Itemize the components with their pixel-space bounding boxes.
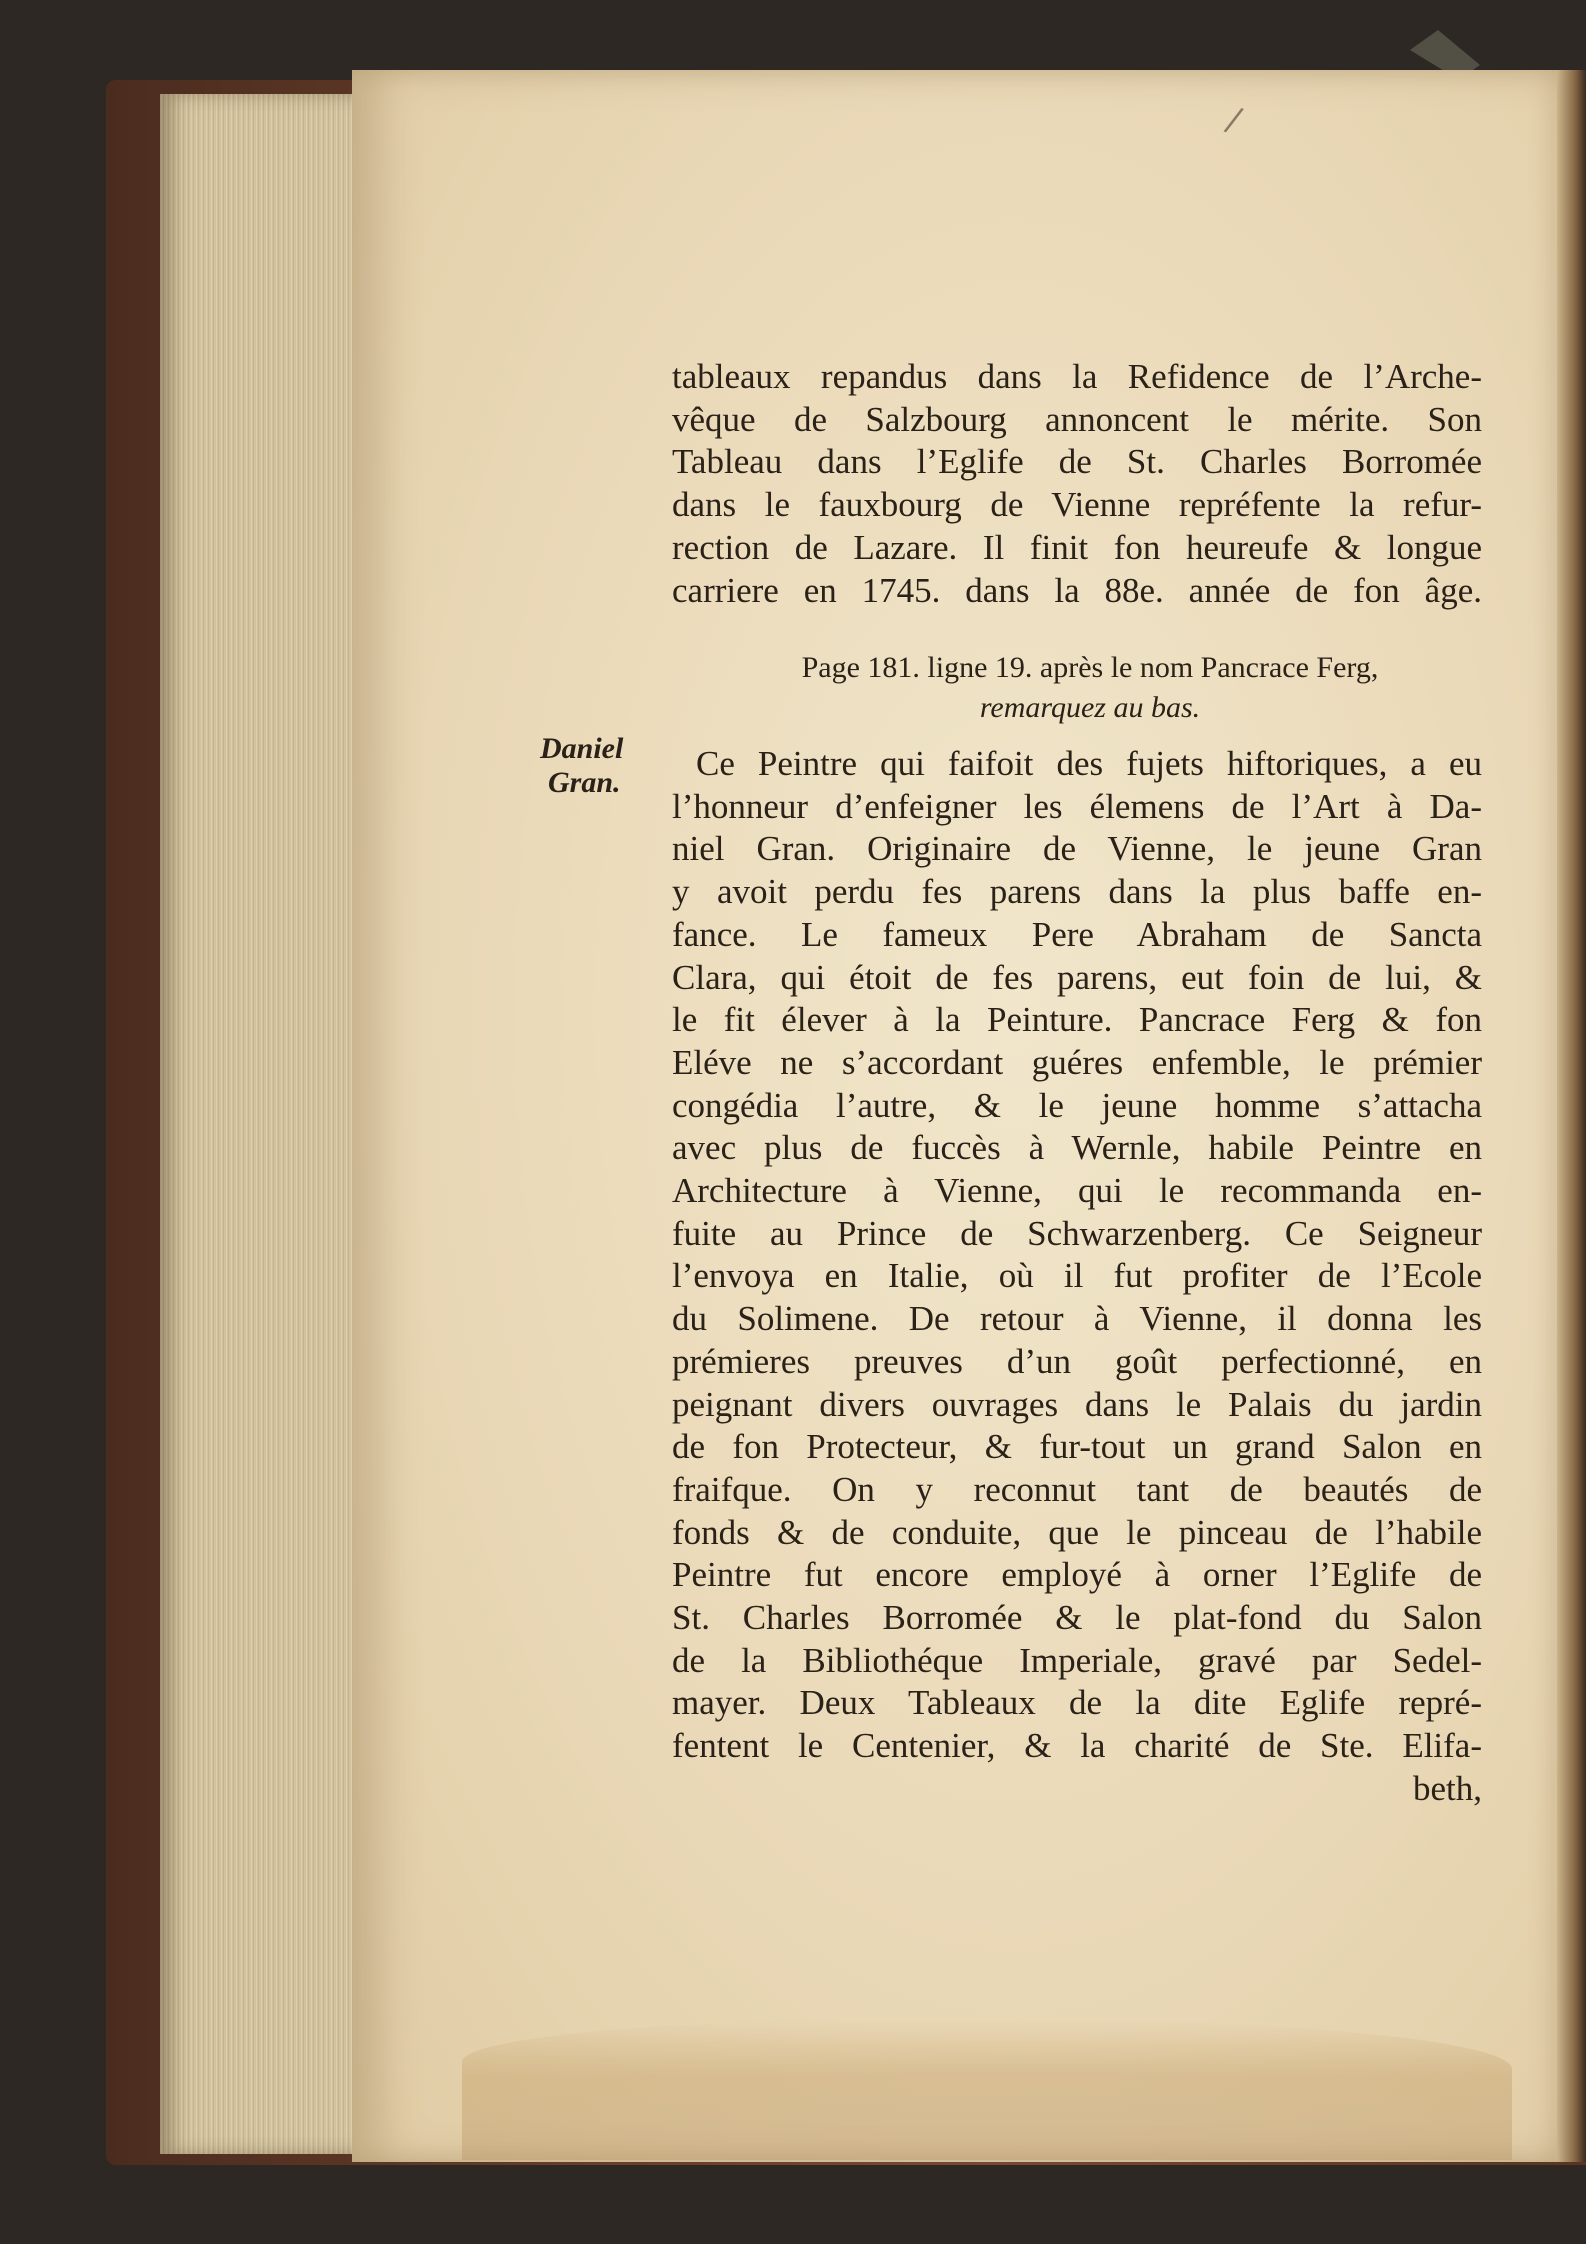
text-line: carriere en 1745. dans la 88e. année de fon âge. — [672, 570, 1482, 610]
text-line: niel Gran. Originaire de Vienne, le jeune Gran — [672, 829, 1482, 869]
text-line: Ce Peintre qui faifoit des fujets hiftoriques, a eu — [696, 744, 1482, 783]
paragraph-2 — [672, 743, 1482, 1811]
text-line: Eléve ne s’accordant guéres enfemble, le prémier — [672, 1042, 1482, 1082]
text-line: congédia l’autre, & le jeune homme s’attacha — [672, 1085, 1482, 1125]
heading-line: remarquez au bas. — [979, 691, 1201, 724]
margin-note-line: Daniel — [540, 732, 624, 765]
page-edges — [160, 94, 360, 2154]
text-line: mayer. Deux Tableaux de la dite Eglife repré- — [672, 1683, 1482, 1723]
text-line: de fon Protecteur, & fur-tout un grand Salon en — [672, 1427, 1482, 1467]
text-line: Tableau dans l’Eglife de St. Charles Borromée — [672, 442, 1482, 482]
pencil-mark: / — [1221, 99, 1246, 141]
text-line: fonds & de conduite, que le pinceau de l’habile — [672, 1512, 1482, 1552]
text-line: Peintre fut encore employé à orner l’Eglife de — [672, 1555, 1482, 1595]
text-line: rection de Lazare. Il finit fon heureufe & longue — [672, 527, 1482, 567]
paragraph-1 — [672, 356, 1482, 612]
text-line: St. Charles Borromée & le plat-fond du Salon — [672, 1598, 1482, 1638]
margin-note — [540, 732, 623, 800]
section-heading — [740, 648, 1440, 728]
text-line: tableaux repandus dans la Refidence de l’Arche- — [672, 357, 1482, 396]
text-line: fuite au Prince de Schwarzenberg. Ce Seigneur — [672, 1213, 1482, 1253]
catchword: beth, — [1412, 1768, 1482, 1808]
text-line: l’honneur d’enfeigner les élemens de l’Art à Da- — [672, 786, 1482, 826]
text-line: avec plus de fuccès à Wernle, habile Peintre en — [672, 1128, 1482, 1168]
text-line: peignant divers ouvrages dans le Palais du jardin — [672, 1384, 1482, 1424]
text-line: l’envoya en Italie, où il fut profiter de l’Ecole — [672, 1256, 1482, 1296]
text-line: du Solimene. De retour à Vienne, il donna les — [672, 1299, 1482, 1339]
text-line: vêque de Salzbourg annoncent le mérite. Son — [672, 399, 1482, 439]
text-line: le fit élever à la Peinture. Pancrace Ferg & fon — [672, 1000, 1482, 1040]
text-line: de la Bibliothéque Imperiale, gravé par Sedel- — [672, 1640, 1482, 1680]
text-line: Clara, qui étoit de fes parens, eut foin de lui, & — [672, 957, 1482, 997]
water-stain — [462, 2020, 1512, 2160]
text-line: Architecture à Vienne, qui le recommanda en- — [672, 1171, 1482, 1211]
text-line: prémieres preuves d’un goût perfectionné, en — [672, 1341, 1482, 1381]
text-line: dans le fauxbourg de Vienne repréfente la refur- — [672, 485, 1482, 525]
margin-note-line: Gran. — [548, 766, 621, 799]
heading-line: Page 181. ligne 19. après le nom Pancrace Ferg, — [801, 651, 1379, 684]
text-line: fentent le Centenier, & la charité de Ste. Elifa- — [672, 1726, 1482, 1766]
facing-page-edge — [1557, 70, 1586, 2162]
text-line: y avoit perdu fes parens dans la plus baffe en- — [672, 872, 1482, 912]
text-line: fance. Le fameux Pere Abraham de Sancta — [672, 914, 1482, 954]
text-line: fraifque. On y reconnut tant de beautés de — [672, 1469, 1482, 1509]
